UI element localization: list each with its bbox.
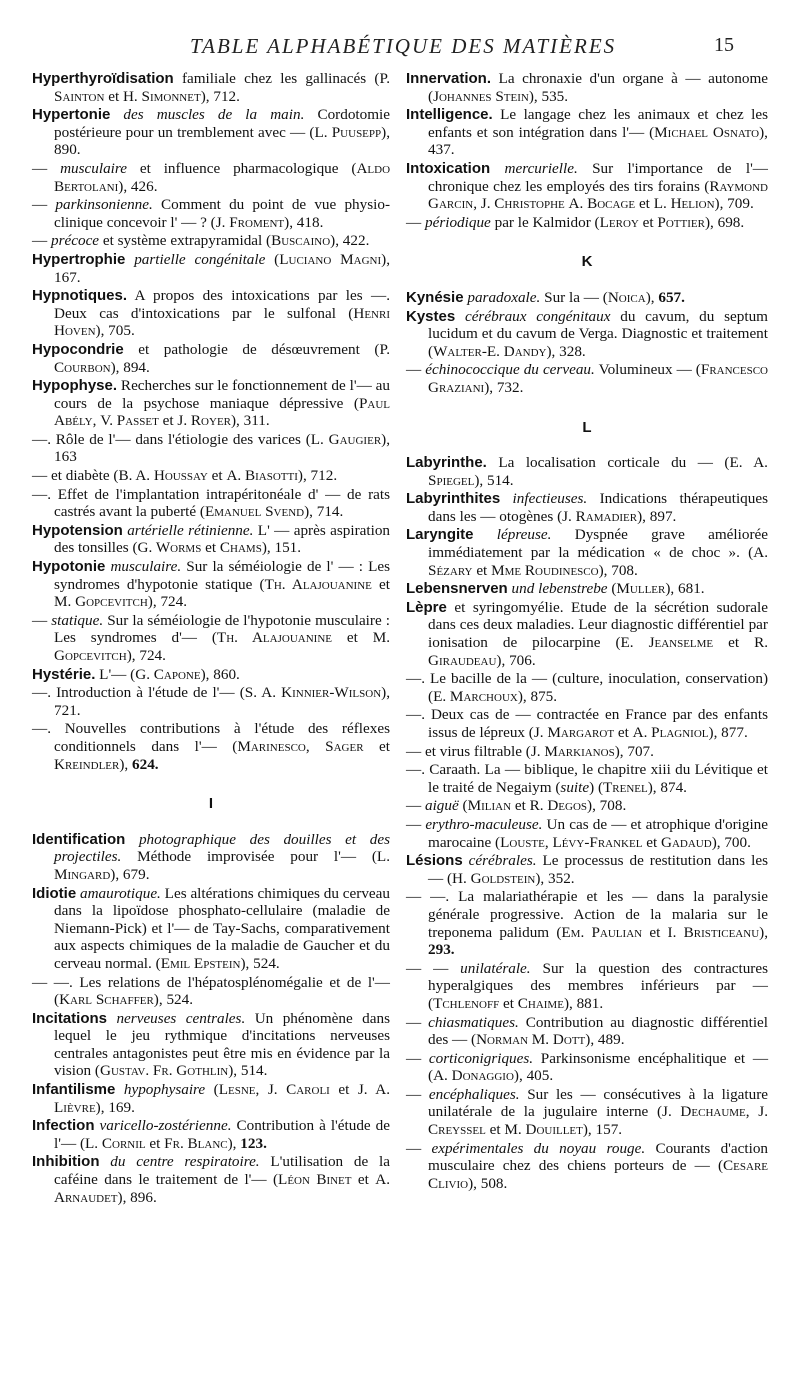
index-entry: — précoce et système extrapyramidal (Buscaino), 422.	[32, 232, 370, 250]
section-letter-i: I	[208, 795, 214, 813]
index-entry: Identification photographique des douilles et des projectiles. Méthode improvisée pour l'— (L. Mingard), 679.	[32, 830, 390, 883]
index-entry: Hypertonie des muscles de la main. Cordotomie postérieure pour un tremblement avec — (L. Puusepp), 890.	[32, 106, 391, 159]
index-entry: Hypertrophie partielle congénitale (Luciano Magni), 167.	[32, 250, 390, 286]
index-entry: Lebensnerven und lebenstrebe (Muller), 681.	[406, 580, 705, 598]
index-entry: —. Le bacille de la — (culture, inoculation, conservation) (E. Marchoux), 875.	[406, 670, 768, 705]
index-entry: — échinococcique du cerveau. Volumineux — (Francesco Graziani), 732.	[406, 361, 769, 396]
index-entry: —. Nouvelles contributions à l'étude des réflexes conditionnels dans l'— (Marinesco, Sager et Kreindler), 624.	[32, 720, 391, 773]
index-entry: Kynésie paradoxale. Sur la — (Noica), 657.	[406, 288, 685, 306]
index-entry: Labyrinthe. La localisation corticale du — (E. A. Spiegel), 514.	[406, 454, 768, 489]
index-entry: Labyrinthites infectieuses. Indications thérapeutiques dans les — otogènes (J. Ramadier), 897.	[406, 490, 769, 525]
index-entry: Intoxication mercurielle. Sur l'importance de l'— chronique chez les employés des tirs forains (Raymond Garcin, J. Christophe A. Bocage et L. Helion), 709.	[406, 159, 768, 213]
index-entry: Incitations nerveuses centrales. Un phénomène dans lequel le jeu rythmique d'incitations nerveuses centrales antagonistes peut être mis en évidence par la vision (Gustav. Fr. Gothlin), 514.	[32, 1009, 391, 1080]
index-entry: Hypotension artérielle rétinienne. L' — après aspiration des tonsilles (G. Worms et Chams), 151.	[32, 521, 391, 557]
index-entry: —. Effet de l'implantation intrapéritonéale d' — de rats castrés avant la puberté (Emanuel Svend), 714.	[32, 485, 390, 521]
index-entry: — parkinsonienne. Comment du point de vue physio-clinique concevoir l' — ? (J. Froment), 418.	[32, 196, 391, 231]
index-entry: Inhibition du centre respiratoire. L'utilisation de la caféine dans le traitement de l'— (Léon Binet et A. Arnaudet), 896.	[32, 1153, 390, 1206]
index-entry: —. Rôle de l'— dans l'étiologie des varices (L. Gaugier), 163	[32, 430, 391, 466]
index-entry: — encéphaliques. Sur les — consécutives à la ligature unilatérale de la jugulaire interne (J. Dechaume, J. Creyssel et M. Douillet), 157.	[406, 1085, 769, 1139]
index-entry: — erythro-maculeuse. Un cas de — et atrophique d'origine marocaine (Louste, Lévy-Frankel et Gadaud), 700.	[406, 815, 769, 851]
index-entry: Intelligence. Le langage chez les animaux et chez les enfants et son intégration dans l'— (Michael Osnato), 437.	[406, 106, 768, 159]
index-entry: Hyperthyroïdisation familiale chez les gallinacés (P. Sainton et H. Simonnet), 712.	[32, 70, 390, 105]
index-entry: Lésions cérébrales. Le processus de restitution dans les — (H. Goldstein), 352.	[406, 852, 768, 887]
index-entry: —. Caraath. La — biblique, le chapitre xiii du Lévitique et le traité de Negaiym (suite) (Trenel), 874.	[406, 761, 768, 796]
index-entry: — et diabète (B. A. Houssay et A. Biasotti), 712.	[32, 467, 338, 485]
index-entry: Hypnotiques. A propos des intoxications par les —. Deux cas d'intoxications par le sulfonal (Henri Hoven), 705.	[32, 287, 390, 340]
index-entry: Kystes cérébraux congénitaux du cavum, du septum lucidum et du cavum de Verga. Diagnostic et traitement (Walter-E. Dandy), 328.	[406, 307, 768, 360]
page-number: 15	[714, 34, 734, 56]
index-entry: Infantilisme hypophysaire (Lesne, J. Caroli et J. A. Lièvre), 169.	[32, 1081, 391, 1116]
index-entry: — et virus filtrable (J. Markianos), 707.	[406, 742, 654, 760]
index-entry: — —. Les relations de l'hépatosplénomégalie et de l'— (Karl Schaffer), 524.	[32, 973, 390, 1009]
page-header	[0, 34, 800, 64]
section-letter-k: K	[581, 253, 593, 271]
index-entry: — périodique par le Kalmidor (Leroy et Pottier), 698.	[406, 213, 745, 231]
index-entry: Infection varicello-zostérienne. Contribution à l'étude de l'— (L. Cornil et Fr. Blanc), 123.	[32, 1117, 390, 1152]
index-entry: — — unilatérale. Sur la question des contractures hyperalgiques des membres inférieurs par — (Tchlenoff et Chaime), 881.	[406, 959, 769, 1012]
index-entry: —. Introduction à l'étude de l'— (S. A. Kinnier-Wilson), 721.	[32, 684, 391, 719]
index-entry: Idiotie amaurotique. Les altérations chimiques du cerveau dans la lipoïdose phosphato-cellulaire (maladie de Niemann-Pick) et l'— de Tay-Sachs, comparativement aux aspects chimiques de la maladie de Gaucher et du cerveau normal. (Emil Epstein), 524.	[32, 884, 390, 972]
index-entry: — statique. Sur la séméiologie de l'hypotonie musculaire : Les syndromes d'— (Th. Alajouanine et M. Gopcevitch), 724.	[32, 611, 390, 664]
index-entry: — chiasmatiques. Contribution au diagnostic différentiel des — (Norman M. Dott), 489.	[406, 1013, 768, 1049]
index-entry: Hypocondrie et pathologie de désœuvrement (P. Courbon), 894.	[32, 340, 390, 376]
index-entry: Innervation. La chronaxie d'un organe à — autonome (Johannes Stein), 535.	[406, 70, 768, 105]
index-entry: — musculaire et influence pharmacologique (Aldo Bertolani), 426.	[32, 159, 391, 195]
section-letter-l: L	[582, 418, 592, 436]
index-entry: Lèpre et syringomyélie. Etude de la sécrétion sudorale dans ces deux maladies. Leur diagnostic différentiel par ionisation de pilocarpine (E. Jeanselme et R. Giraudeau), 706.	[406, 598, 768, 669]
index-entry: — expérimentales du noyau rouge. Courants d'action musculaire chez des chiens porteurs de — (Cesare Clivio), 508.	[406, 1139, 769, 1192]
left-column	[32, 70, 390, 1207]
right-column	[406, 70, 768, 1193]
index-entry: Hypotonie musculaire. Sur la séméiologie de l' — : Les syndromes d'hypotonie statique (Th. Alajouanine et M. Gopcevitch), 724.	[32, 558, 390, 611]
running-title: TABLE ALPHABÉTIQUE DES MATIÈRES	[190, 34, 617, 58]
index-entry: Hypophyse. Recherches sur le fonctionnement de l'— au cours de la psychose maniaque dépressive (Paul Abély, V. Passet et J. Royer), 311.	[32, 377, 390, 430]
index-entry: Hystérie. L'— (G. Capone), 860.	[32, 665, 240, 683]
index-entry: Laryngite lépreuse. Dyspnée grave améliorée immédiatement par la médication « de choc ». (A. Sézary et Mme Roudinesco), 708.	[406, 526, 768, 579]
index-entry: —. Deux cas de — contractée en France par des enfants issus de lépreux (J. Margarot et A. Plagniol), 877.	[406, 706, 768, 741]
index-entry: — aiguë (Milian et R. Degos), 708.	[406, 797, 627, 815]
index-entry: — —. La malariathérapie et les — dans la paralysie générale progressive. Action de la malaria sur le treponema palidum (Em. Paulian et I. Bristiceanu), 293.	[406, 888, 768, 959]
index-entry: — corticonigriques. Parkinsonisme encéphalitique et — (A. Donaggio), 405.	[406, 1049, 769, 1085]
